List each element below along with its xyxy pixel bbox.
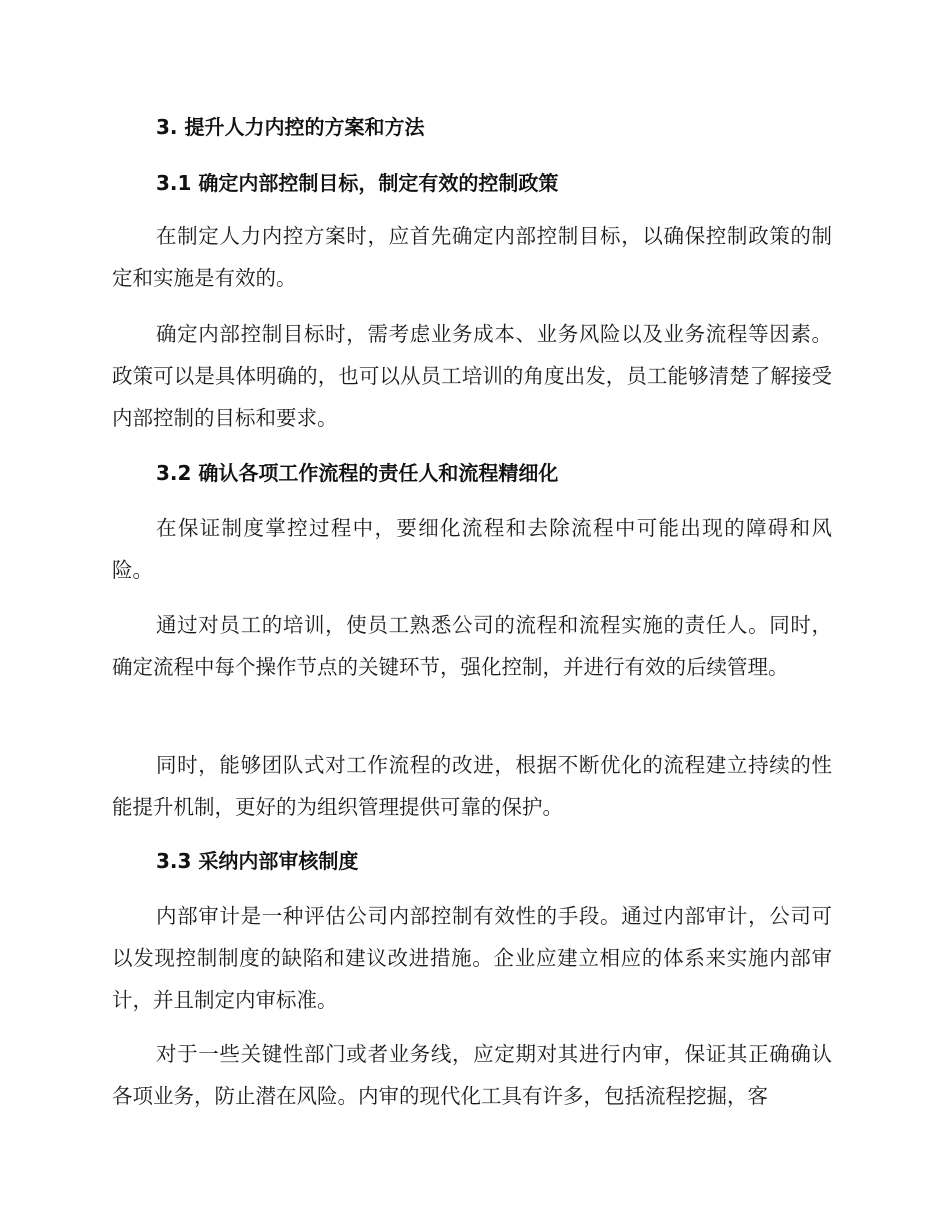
subsection-heading-3-1: 3.1 确定内部控制目标，制定有效的控制政策 [156, 171, 559, 195]
paragraph: 内部审计是一种评估公司内部控制有效性的手段。通过内部审计，公司可以发现控制制度的缺陷和建议改进措施。企业应建立相应的体系来实施内部审计，并且制定内审标准。 [112, 904, 832, 1012]
subsection-heading-3-3: 3.3 采纳内部审核制度 [156, 849, 359, 873]
paragraph: 在保证制度掌控过程中，要细化流程和去除流程中可能出现的障碍和风险。 [112, 516, 832, 582]
paragraph: 确定内部控制目标时，需考虑业务成本、业务风险以及业务流程等因素。政策可以是具体明确的，也可以从员工培训的角度出发，员工能够清楚了解接受内部控制的目标和要求。 [112, 322, 832, 430]
paragraph: 同时，能够团队式对工作流程的改进，根据不断优化的流程建立持续的性能提升机制，更好的为组织管理提供可靠的保护。 [112, 753, 832, 819]
paragraph: 在制定人力内控方案时，应首先确定内部控制目标，以确保控制政策的制定和实施是有效的。 [112, 224, 832, 290]
paragraph: 对于一些关键性部门或者业务线，应定期对其进行内审，保证其正确确认各项业务，防止潜在风险。内审的现代化工具有许多，包括流程挖掘，客 [112, 1042, 832, 1108]
subsection-heading-3-2: 3.2 确认各项工作流程的责任人和流程精细化 [156, 461, 559, 485]
section-title: 3. 提升人力内控的方案和方法 [156, 115, 425, 139]
paragraph: 通过对员工的培训，使员工熟悉公司的流程和流程实施的责任人。同时，确定流程中每个操作节点的关键环节，强化控制，并进行有效的后续管理。 [112, 613, 832, 679]
